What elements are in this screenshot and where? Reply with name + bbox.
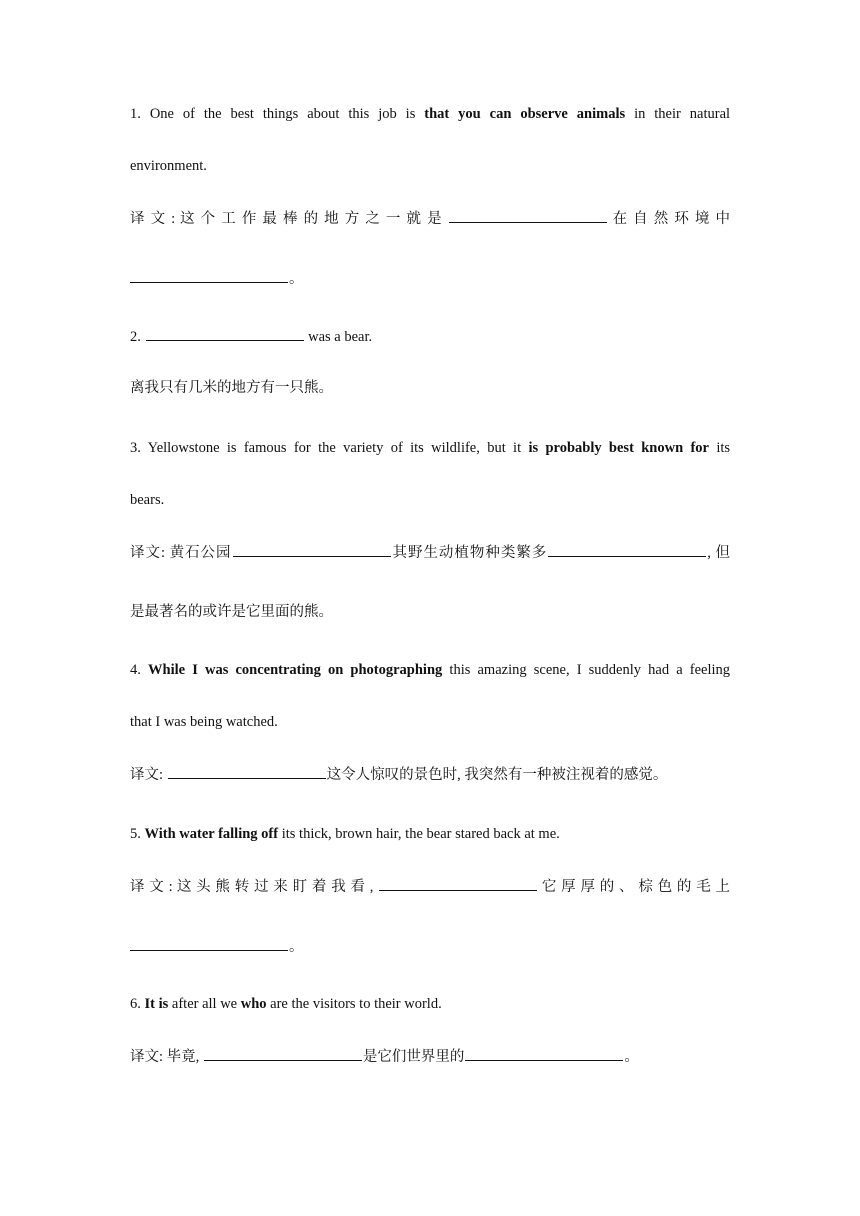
- item-number: 4.: [130, 662, 141, 678]
- item-4-translation: 译文: 这令人惊叹的景色时, 我突然有一种被注视着的感觉。: [130, 764, 730, 785]
- item-number: 6.: [130, 996, 141, 1012]
- answer-blank[interactable]: [168, 764, 326, 779]
- answer-blank[interactable]: [146, 326, 304, 341]
- item-1-translation-line-1: 译 文 : 这 个 工 作 最 棒 的 地 方 之 一 就 是 在 自 然 环 境 中: [130, 208, 730, 229]
- answer-blank[interactable]: [233, 542, 391, 557]
- bold-phrase: While I was concentrating on photographing: [148, 662, 443, 678]
- item-6-english: 6. It is after all we who are the visitors to their world.: [130, 996, 442, 1012]
- item-number: 1.: [130, 106, 141, 122]
- item-4-english-line-1: 4. While I was concentrating on photographing this amazing scene, I suddenly had a feeling: [130, 662, 731, 678]
- bold-phrase: is probably best known for: [528, 440, 709, 456]
- bold-phrase: who: [240, 996, 267, 1012]
- item-5-english: 5. With water falling off its thick, brown hair, the bear stared back at me.: [130, 826, 560, 842]
- item-5-translation-line-2: 。: [130, 936, 730, 957]
- item-1-translation-line-2: 。: [130, 268, 730, 289]
- answer-blank[interactable]: [130, 268, 288, 283]
- answer-blank[interactable]: [379, 876, 537, 891]
- answer-blank[interactable]: [465, 1046, 623, 1061]
- item-1-english-line-1: 1. One of the best things about this job is that you can observe animals in their natural: [130, 106, 731, 122]
- item-number: 2.: [130, 329, 141, 345]
- item-3-translation-line-1: 译文: 黄石公园 其野生动植物种类繁多 , 但: [130, 542, 730, 563]
- answer-blank[interactable]: [130, 936, 288, 951]
- item-2-translation: 离我只有几米的地方有一只熊。: [130, 380, 333, 396]
- answer-blank[interactable]: [548, 542, 706, 557]
- item-number: 3.: [130, 440, 141, 456]
- item-3-translation-line-2: 是最著名的或许是它里面的熊。: [130, 604, 333, 620]
- item-3-english-line-1: 3. Yellowstone is famous for the variety of its wildlife, but it is probably best known for its: [130, 440, 731, 456]
- answer-blank[interactable]: [204, 1046, 362, 1061]
- bold-phrase: With water falling off: [144, 826, 279, 842]
- item-number: 5.: [130, 826, 141, 842]
- item-5-translation-line-1: 译 文 : 这 头 熊 转 过 来 盯 着 我 看 , 它 厚 厚 的 、 棕 色 的 毛 上: [130, 876, 730, 897]
- item-4-english-line-2: that I was being watched.: [130, 714, 278, 730]
- bold-phrase: that you can observe animals: [424, 106, 626, 122]
- item-1-english-line-2: environment.: [130, 158, 207, 174]
- bold-phrase: It is: [144, 996, 169, 1012]
- item-3-english-line-2: bears.: [130, 492, 165, 508]
- answer-blank[interactable]: [449, 208, 607, 223]
- item-2-english: 2. was a bear.: [130, 326, 730, 347]
- item-6-translation: 译文: 毕竟, 是它们世界里的 。: [130, 1046, 730, 1067]
